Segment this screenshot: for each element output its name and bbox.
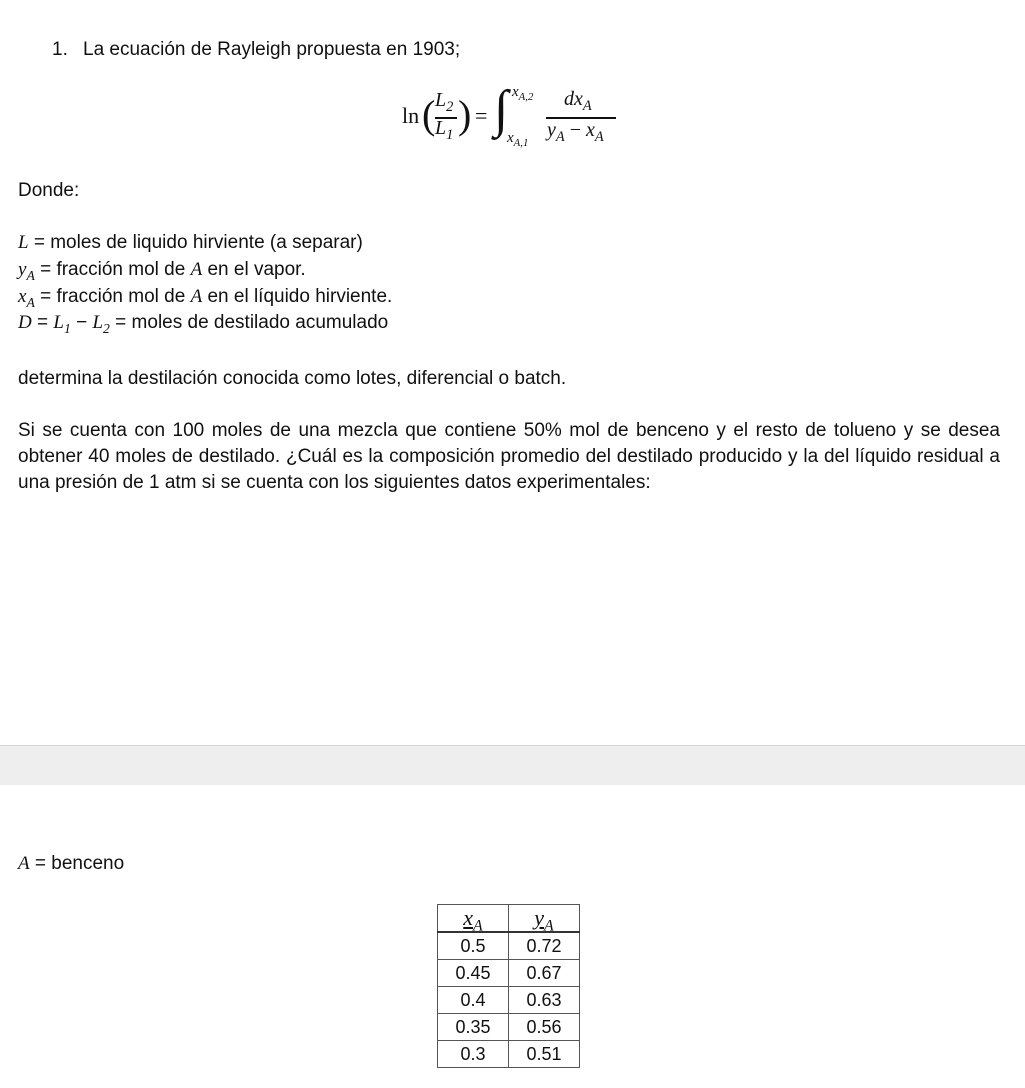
document-page-2 xyxy=(0,785,1025,1088)
fraction-numerator-l2: $L_2$ xyxy=(435,89,454,115)
cell-ya: 0.56 xyxy=(509,1014,580,1041)
open-paren: ( xyxy=(422,92,436,137)
equals-sign: = xyxy=(475,103,488,128)
close-paren: ) xyxy=(458,92,472,137)
cell-ya: 0.67 xyxy=(509,960,580,987)
cell-xa: 0.45 xyxy=(438,960,509,987)
integrand-denominator: $y_A - x_A$ xyxy=(547,119,604,145)
cell-xa: 0.3 xyxy=(438,1041,509,1068)
cell-ya: 0.72 xyxy=(509,932,580,960)
cell-xa: 0.5 xyxy=(438,932,509,960)
table-row xyxy=(438,932,580,960)
cell-xa: 0.35 xyxy=(438,1014,509,1041)
table-row xyxy=(438,960,580,987)
definition-l: L = moles de liquido hirviente (a separar) xyxy=(18,232,363,253)
integral-lower-limit: $x_{A,1}$ xyxy=(507,130,529,149)
integral-upper-limit: $x_{A,2}$ xyxy=(512,84,534,103)
table-row xyxy=(438,987,580,1014)
cell-ya: 0.51 xyxy=(509,1041,580,1068)
fraction-denominator-l1: $L_1$ xyxy=(435,117,454,143)
ln-operator: ln xyxy=(402,103,420,128)
rayleigh-equation xyxy=(395,81,635,158)
donde-label: Donde: xyxy=(18,180,80,201)
problem-statement: Si se cuenta con 100 moles de una mezcla que contiene 50% mol de benceno y el resto de tolueno y se desea obtener 40 moles de destilado. ¿Cuál es la composición promedio del destilado producido y la del líquido residual a una presión de 1 atm si se cuenta con los siguientes datos experimentales: xyxy=(18,420,1000,493)
header-ya: $y_A$ xyxy=(509,905,580,933)
table-row xyxy=(438,1041,580,1068)
question-number: 1. xyxy=(52,39,68,60)
equilibrium-data-table xyxy=(437,904,580,1068)
batch-sentence: determina la destilación conocida como lotes, diferencial o batch. xyxy=(18,368,567,389)
component-definition: A = benceno xyxy=(18,853,125,874)
definition-d: $D = L_1 - L_2$ = moles de destilado acumulado xyxy=(18,312,389,336)
integrand-numerator: $dx_A$ xyxy=(564,88,592,114)
definition-xa: $x_A$ = fracción mol de A en el líquido hirviente. xyxy=(18,286,393,310)
cell-ya: 0.63 xyxy=(509,987,580,1014)
cell-xa: 0.4 xyxy=(438,987,509,1014)
table-header-row xyxy=(438,905,580,933)
header-xa: $x_A$ xyxy=(438,905,509,933)
question-title: La ecuación de Rayleigh propuesta en 1903; xyxy=(83,39,461,60)
definition-ya: $y_A$ = fracción mol de A en el vapor. xyxy=(18,259,306,283)
page-separator xyxy=(0,745,1025,785)
integral-sign: ∫ xyxy=(494,81,509,138)
table-row xyxy=(438,1014,580,1041)
